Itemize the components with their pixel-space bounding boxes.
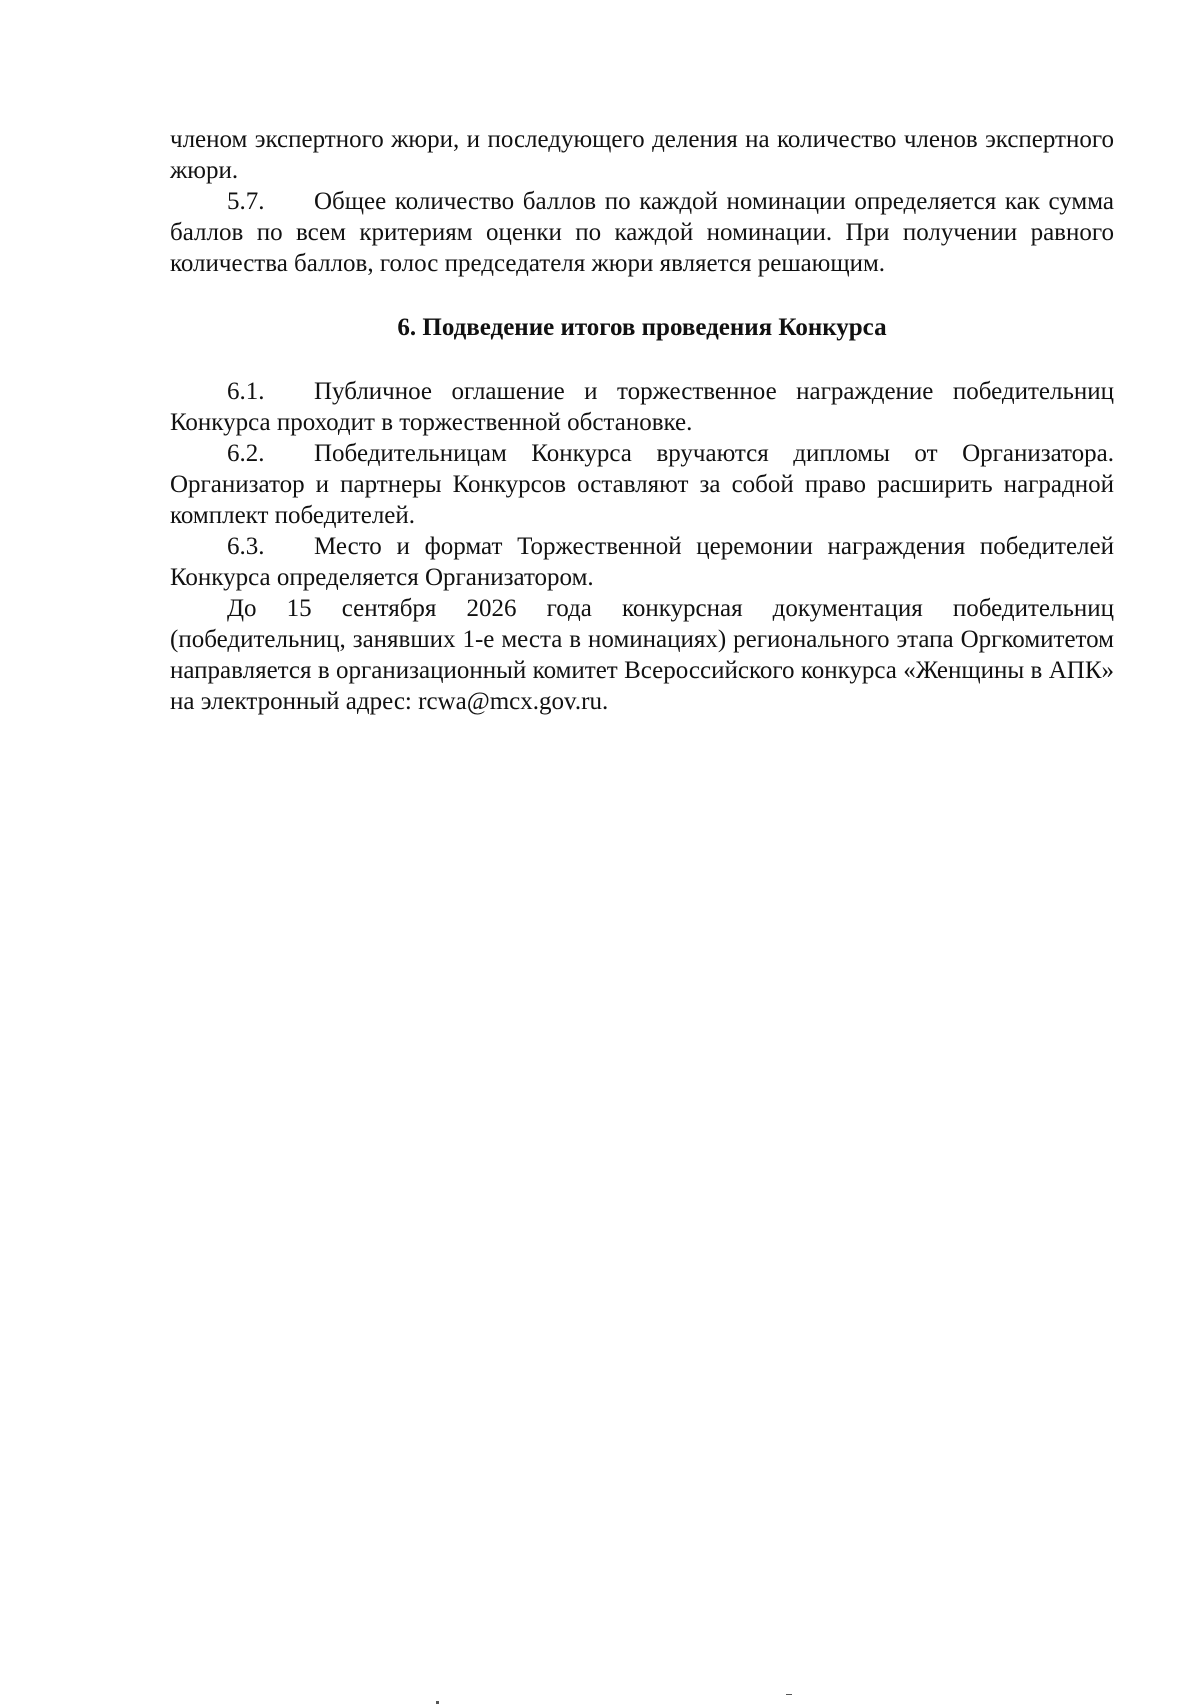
closing-paragraph: До 15 сентября 2026 года конкурсная документация победительниц (победительниц, занявших 1-е места в номинациях) регионального этапа Оргкомитетом направляется в организационный комитет Всероссийского конкурса «Женщины в АПК» на электронный адрес: rcwa@mcx.gov.ru.: [170, 595, 1114, 715]
item-number: 6.1.: [227, 378, 265, 405]
item-text: Общее количество баллов по каждой номинации определяется как сумма баллов по всем критериям оценки по каждой номинации. При получении равного количества баллов, голос председателя жюри является решающим.: [170, 188, 1114, 277]
item-number: 6.2.: [227, 440, 265, 467]
item-number: 6.3.: [227, 533, 265, 560]
document-body: [170, 124, 1114, 717]
continuation-paragraph: членом экспертного жюри, и последующего деления на количество членов экспертного жюри.: [170, 126, 1114, 184]
item-text: Публичное оглашение и торжественное награждение победительниц Конкурса проходит в торжественной обстановке.: [170, 378, 1114, 436]
item-text: Победительницам Конкурса вручаются дипломы от Организатора. Организатор и партнеры Конкурсов оставляют за собой право расширить наградной комплект победителей.: [170, 440, 1114, 529]
item-6-3: [170, 531, 1114, 593]
item-text: Место и формат Торжественной церемонии награждения победителей Конкурса определяется Организатором.: [170, 533, 1114, 591]
item-6-2: [170, 438, 1114, 531]
section-6-title: 6. Подведение итогов проведения Конкурса: [397, 314, 887, 341]
scan-artifacts: [0, 1690, 1200, 1708]
item-6-1: [170, 376, 1114, 438]
scan-dash: [786, 1694, 792, 1695]
scan-dot: [436, 1701, 439, 1704]
item-5-7: [170, 186, 1114, 279]
item-number: 5.7.: [227, 188, 265, 215]
